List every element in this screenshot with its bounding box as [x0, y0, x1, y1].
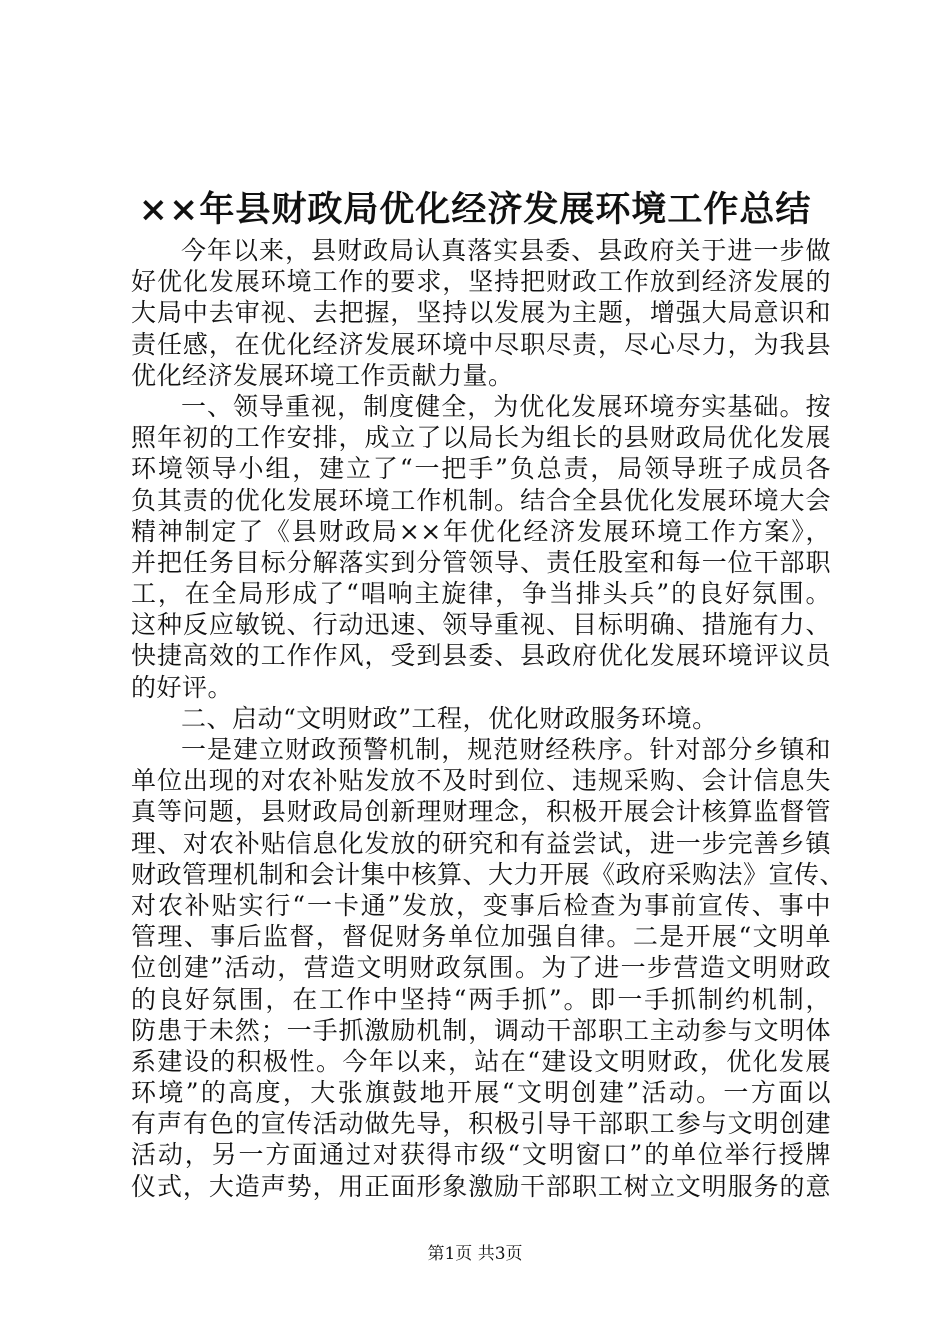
- text-line: 今年以来，县财政局认真落实县委、县政府关于进一步做: [181, 236, 831, 265]
- paragraph-section-one: [131, 391, 831, 703]
- text-line: 单位出现的对农补贴发放不及时到位、违规采购、会计信息失: [131, 766, 831, 796]
- text-line: 活动，另一方面通过对获得市级“文明窗口”的单位举行授牌: [131, 1140, 831, 1170]
- text-line: 这种反应敏锐、行动迅速、领导重视、目标明确、措施有力、: [131, 610, 831, 640]
- text-line: 环境领导小组，建立了“一把手”负总责，局领导班子成员各: [131, 454, 831, 484]
- paragraph-intro: [131, 235, 831, 391]
- text-line: 仪式，大造声势，用正面形象激励干部职工树立文明服务的意: [131, 1171, 831, 1201]
- text-line: 照年初的工作安排，成立了以局长为组长的县财政局优化发展: [131, 423, 831, 453]
- text-line: 好优化发展环境工作的要求，坚持把财政工作放到经济发展的: [131, 267, 831, 297]
- text-line: 防患于未然；一手抓激励机制，调动干部职工主动参与文明体: [131, 1015, 831, 1045]
- document-body: [131, 235, 846, 1202]
- text-line: 一、领导重视，制度健全，为优化发展环境夯实基础。按: [181, 391, 831, 421]
- page-footer: 第1页 共3页: [427, 1244, 523, 1264]
- text-line: 的良好氛围，在工作中坚持“两手抓”。即一手抓制约机制，: [131, 984, 831, 1014]
- text-line: 一是建立财政预警机制，规范财经秩序。针对部分乡镇和: [181, 735, 831, 764]
- text-line: 环境”的高度，大张旗鼓地开展“文明创建”活动。一方面以: [131, 1078, 831, 1108]
- paragraph-section-two-body: [131, 734, 846, 1202]
- text-line: 并把任务目标分解落实到分管领导、责任股室和每一位干部职: [131, 547, 831, 577]
- paragraph-section-two-heading: [131, 703, 831, 734]
- text-line: 工，在全局形成了“唱响主旋律，争当排头兵”的良好氛围。: [131, 579, 831, 609]
- text-line: 二、启动“文明财政”工程，优化财政服务环境。: [181, 703, 718, 733]
- text-line: 系建设的积极性。今年以来，站在“建设文明财政，优化发展: [131, 1046, 831, 1076]
- text-line: 对农补贴实行“一卡通”发放，变事后检查为事前宣传、事中: [131, 890, 831, 920]
- text-line: 责任感，在优化经济发展环境中尽职尽责，尽心尽力，为我县: [131, 329, 831, 359]
- text-line: 快捷高效的工作作风，受到县委、县政府优化发展环境评议员: [131, 641, 831, 671]
- text-line: 位创建”活动，营造文明财政氛围。为了进一步营造文明财政: [131, 953, 831, 983]
- text-line: 优化经济发展环境工作贡献力量。: [131, 360, 514, 390]
- document-title: ××年县财政局优化经济发展环境工作总结: [138, 189, 812, 230]
- text-line: 理、对农补贴信息化发放的研究和有益尝试，进一步完善乡镇: [131, 828, 831, 858]
- text-line: 大局中去审视、去把握，坚持以发展为主题，增强大局意识和: [131, 298, 831, 328]
- text-line: 财政管理机制和会计集中核算、大力开展《政府采购法》宣传、: [131, 859, 846, 889]
- text-line: 有声有色的宣传活动做先导，积极引导干部职工参与文明创建: [131, 1109, 831, 1139]
- text-line: 真等问题，县财政局创新理财理念，积极开展会计核算监督管: [131, 797, 831, 827]
- text-line: 精神制定了《县财政局××年优化经济发展环境工作方案》，: [131, 516, 831, 546]
- text-line: 管理、事后监督，督促财务单位加强自律。二是开展“文明单: [131, 922, 831, 952]
- text-line: 的好评。: [131, 672, 234, 702]
- text-line: 负其责的优化发展环境工作机制。结合全县优化发展环境大会: [131, 485, 831, 515]
